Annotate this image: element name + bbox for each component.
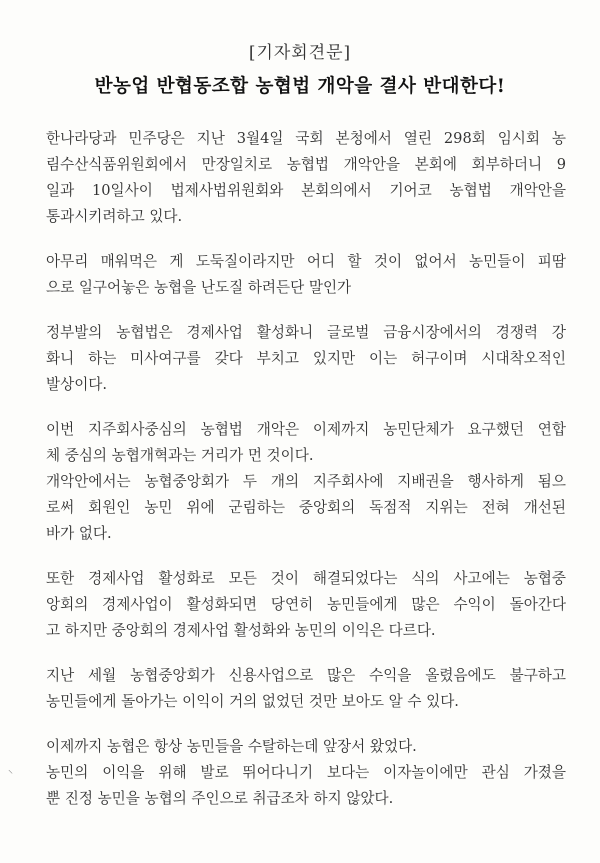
document-body [46,126,566,831]
paragraph-4 [46,417,566,547]
paragraph-line: 로써 회원인 농민 위에 군림하는 중앙회의 독점적 지위는 전혀 개선된 [46,499,566,516]
paragraph-line: 또한 경제사업 활성화로 모든 것이 해결되었다는 식의 사고에는 농협중 [46,570,566,587]
paragraph-7 [46,734,566,812]
paragraph-line: 체 중심의 농협개혁과는 거리가 먼 것이다. [46,447,314,464]
paragraph-line: 뿐 진정 농민을 농협의 주인으로 취급조차 하지 않았다. [46,790,394,807]
paragraph-line: 지난 세월 농협중앙회가 신용사업으로 많은 수익을 올렸음에도 불구하고 [46,667,566,684]
paragraph-line: 농민들에게 돌아가는 이익이 거의 없었던 것만 보아도 알 수 있다. [46,693,459,710]
paragraph-line: 바가 없다. [46,525,112,542]
paragraph-line: 이번 지주회사중심의 농협법 개악은 이제까지 농민단체가 요구했던 연합 [46,421,566,438]
document-title: 반농업 반협동조합 농협법 개악을 결사 반대한다! [94,76,506,97]
scan-margin-mark: ⸌ [8,769,13,780]
paragraph-line: 한나라당과 민주당은 지난 3월4일 국회 본청에서 열린 298회 임시회 농 [46,130,566,147]
paragraph-line: 고 하지만 중앙회의 경제사업 활성화와 농민의 이익은 다르다. [46,622,436,639]
paragraph-line: 통과시키려하고 있다. [46,208,183,225]
paragraph-1 [46,126,566,230]
paragraph-line: 일과 10일사이 법제사법위원회와 본회의에서 기어코 농협법 개악안을 [46,182,566,199]
paragraph-line: 발상이다. [46,376,108,393]
paragraph-line: 으로 일구어놓은 농협을 난도질 하려든단 말인가 [46,279,352,296]
paragraph-line: 림수산식품위원회에서 만장일치로 농협법 개악안을 본회에 회부하더니 9 [46,156,566,173]
paragraph-2 [46,249,566,301]
paragraph-line: 농민의 이익을 위해 발로 뛰어다니기 보다는 이자놀이에만 관심 가졌을 [46,764,566,781]
paragraph-6 [46,663,566,715]
paragraph-5 [46,566,566,644]
paragraph-line: 정부발의 농협법은 경제사업 활성화니 글로벌 금융시장에서의 경쟁력 강 [46,324,566,341]
paragraph-3 [46,320,566,398]
document-type-label: [기자회견문] [248,43,352,63]
paragraph-line: 이제까지 농협은 항상 농민들을 수탈하는데 앞장서 왔었다. [46,738,417,755]
paragraph-line: 아무리 매워먹은 게 도둑질이라지만 어디 할 것이 없어서 농민들이 피땀 [46,253,566,270]
paragraph-line: 개악안에서는 농협중앙회가 두 개의 지주회사에 지배권을 행사하게 됨으 [46,473,566,490]
paragraph-line: 앙회의 경제사업이 활성화되면 당연히 농민들에게 많은 수익이 돌아간다 [46,596,566,613]
paragraph-line: 화니 하는 미사여구를 갖다 부치고 있지만 이는 허구이며 시대착오적인 [46,350,566,367]
